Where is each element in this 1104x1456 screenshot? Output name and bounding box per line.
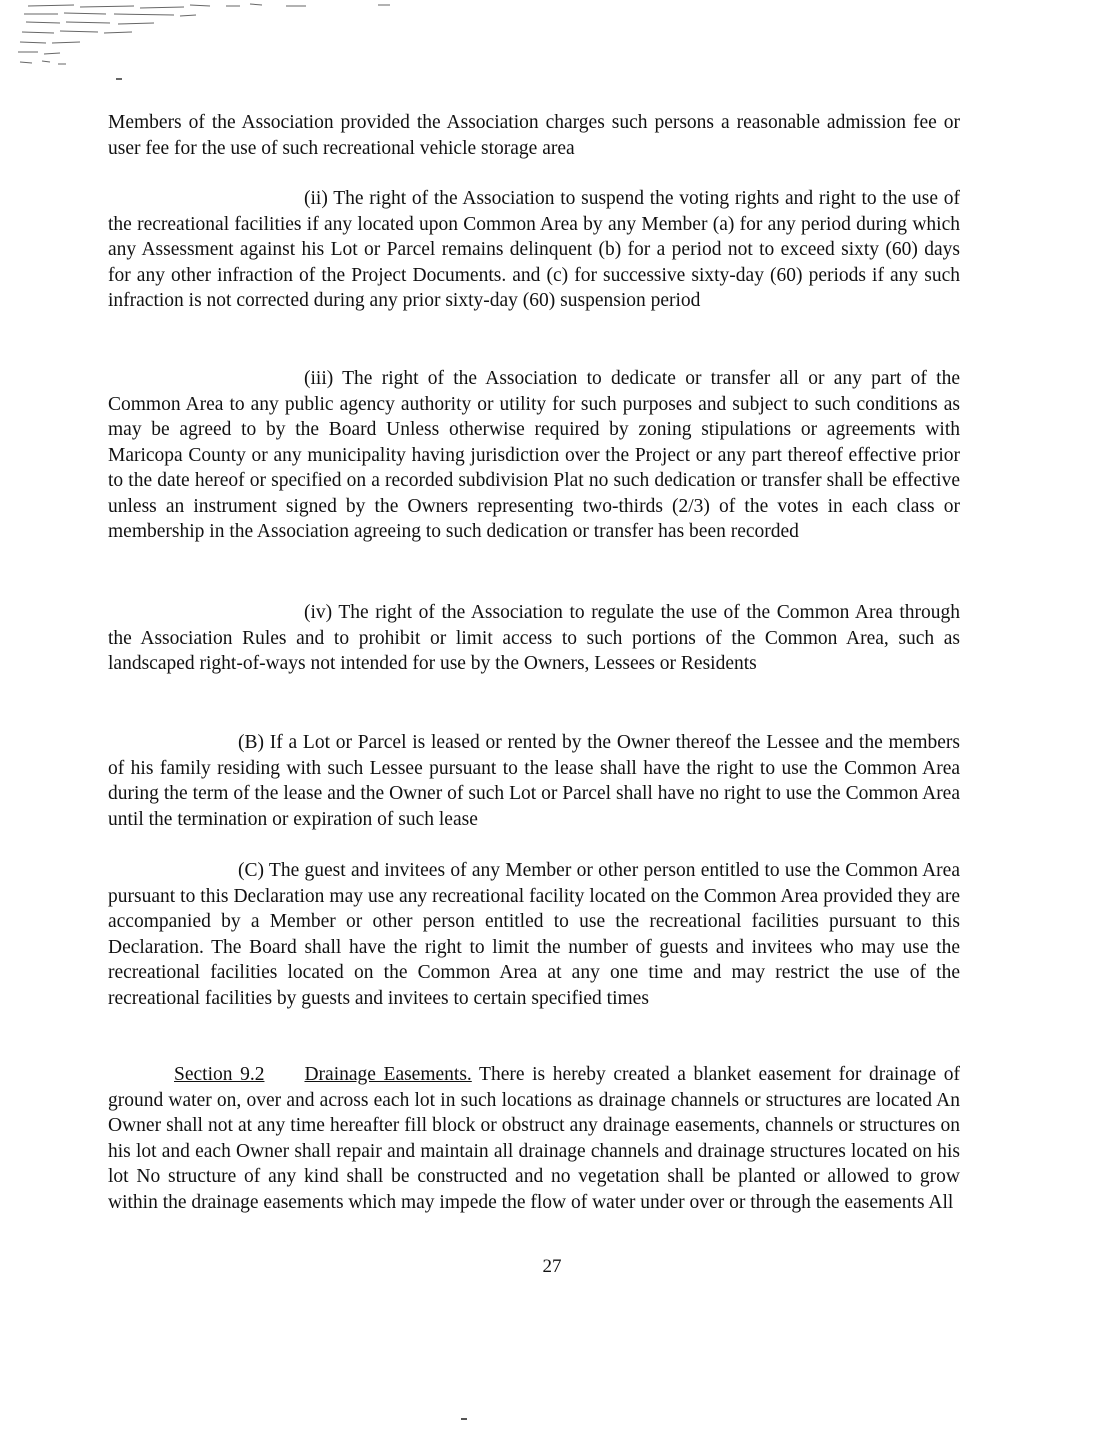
paragraph-item-iii: (iii) The right of the Association to dedicate or transfer all or any part of the Common Area to any public agency authority or utility for such purposes and subject to such conditions as may be agreed to by the Board Unless otherwise required by zoning stipulations or agreements with Maricopa County or any municipality having jurisdiction over the Project or any part thereof effective prior to the date hereof or specified on a recorded subdivision Plat no such dedication or transfer shall be effective unless an instrument signed by the Owners representing two-thirds (2/3) of the votes in each class or membership in the Association agreeing to such dedication or transfer has been recorded [108, 368, 960, 542]
section-title: Drainage Easements. [304, 1064, 472, 1085]
paragraph-item-iv: (iv) The right of the Association to regulate the use of the Common Area through the Association Rules and to prohibit or limit access to such portions of the Common Area, such as landscaped right-of-ways not intended for use by the Owners, Lessees or Residents [108, 602, 960, 674]
scan-artifact [14, 2, 404, 72]
section-9-2-paragraph [108, 1062, 960, 1215]
section-label: Section 9.2 [174, 1064, 265, 1085]
page-number: 27 [542, 1256, 562, 1277]
paragraph-item-c: (C) The guest and invitees of any Member or other person entitled to use the Common Area pursuant to this Declaration may use any recreational facility located on the Common Area provided they are accompanied by a Member or other person entitled to use the recreational facilities pursuant to this Declaration. The Board shall have the right to limit the number of guests and invitees who may use the recreational facilities located on the Common Area at any one time and may restrict the use of the recreational facilities by guests and invitees to certain specified times [108, 860, 960, 1009]
paragraph-item-b: (B) If a Lot or Parcel is leased or rented by the Owner thereof the Lessee and the members of his family residing with such Lessee pursuant to the lease shall have the right to use the Common Area during the term of the lease and the Owner of such Lot or Parcel shall have no right to use the Common Area until the termination or expiration of such lease [108, 732, 960, 830]
scan-speck-bottom [461, 1418, 467, 1420]
section-body: There is hereby created a blanket easement for drainage of ground water on, over and across each lot in such locations as drainage channels or structures are located An Owner shall not at any time hereafter fill block or obstruct any drainage easements, channels or structures on his lot and each Owner shall repair and maintain all drainage channels and drainage structures located on his lot No structure of any kind shall be constructed and no vegetation shall be planted or allowed to grow within the drainage easements which may impede the flow of water under over or through the easements All [108, 1064, 960, 1213]
paragraph-item-ii: (ii) The right of the Association to suspend the voting rights and right to the use of the recreational facilities if any located upon Common Area by any Member (a) for any period during which any Assessment against his Lot or Parcel remains delinquent (b) for a period not to exceed sixty (60) days for any other infraction of the Project Documents. and (c) for successive sixty-day (60) periods if any such infraction is not corrected during any prior sixty-day (60) suspension period [108, 188, 960, 311]
scan-speck [116, 78, 122, 80]
paragraph-continuation: Members of the Association provided the Association charges such persons a reasonable admission fee or user fee for the use of such recreational vehicle storage area [108, 112, 960, 159]
